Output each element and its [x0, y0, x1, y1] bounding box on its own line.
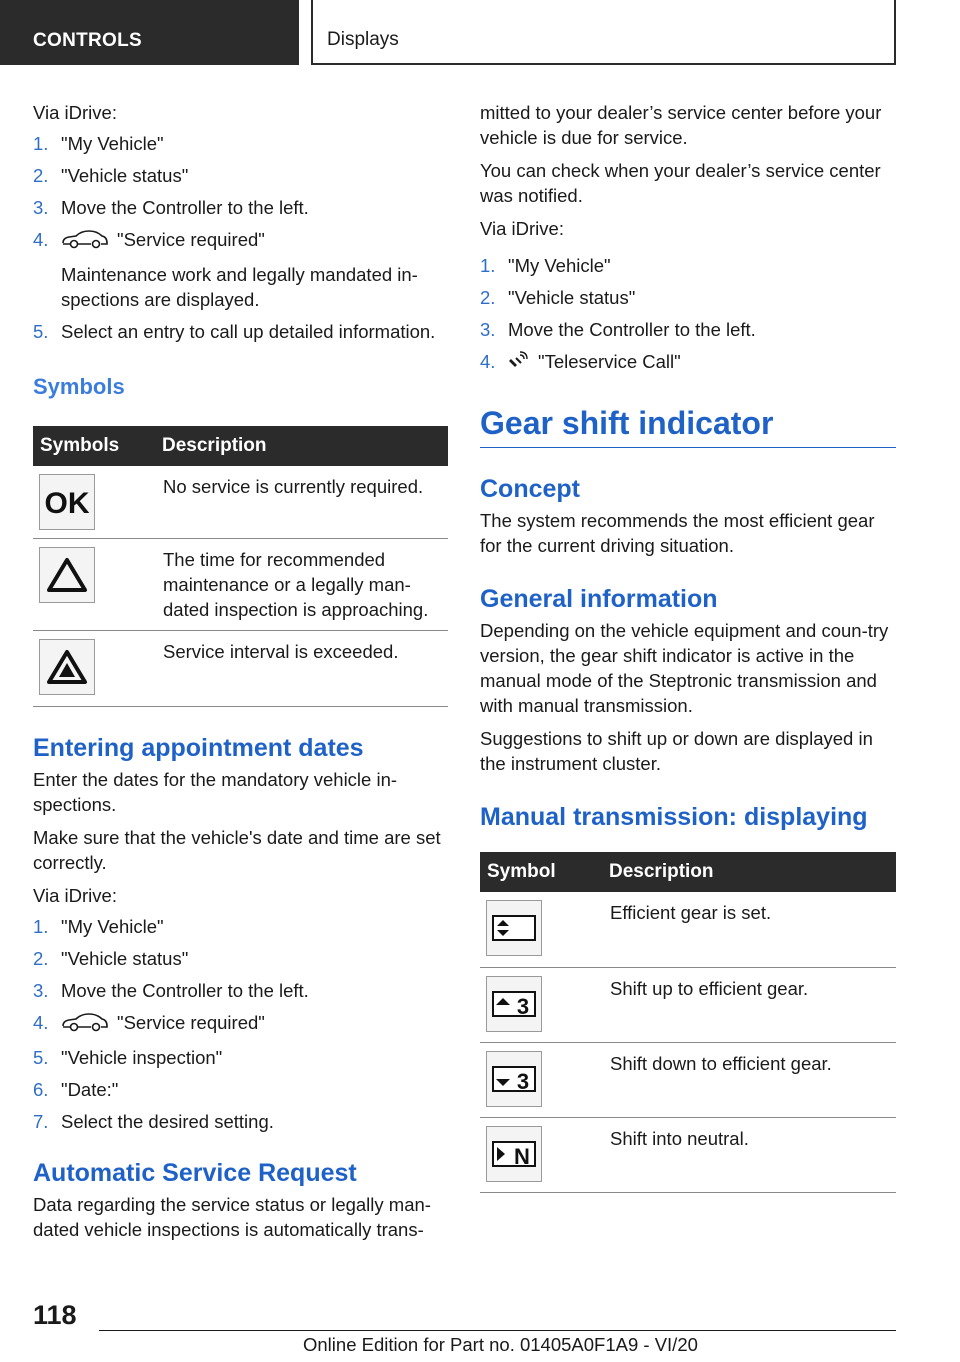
header-section-tab — [0, 0, 299, 65]
header-title-box — [311, 0, 896, 65]
general-info-heading: General information — [480, 585, 718, 613]
footer-edition: Online Edition for Part no. 01405A0F1A9 - VI/20 — [303, 1334, 698, 1355]
teleservice-steps-list — [480, 253, 896, 377]
list-item: 6. "Date:" — [33, 1079, 119, 1100]
table-row: The time for recommended maintenance or a legally man-dated inspection is approaching. — [33, 539, 448, 631]
shift-up-icon — [486, 976, 542, 1032]
concept-paragraph: The system recommends the most efficient gear for the current driving situation. — [480, 510, 875, 556]
service-steps-list — [33, 131, 448, 344]
list-item: 5. "Vehicle inspection" — [33, 1047, 223, 1068]
car-service-icon — [61, 229, 109, 255]
list-item: 3. Move the Controller to the left. — [33, 197, 309, 218]
footer-divider — [99, 1330, 896, 1331]
asr-paragraph: Data regarding the service status or legally man-dated vehicle inspections is automatically trans- — [33, 1194, 431, 1240]
list-item: 2. "Vehicle status" — [33, 948, 189, 969]
car-service-icon — [61, 1012, 109, 1038]
list-item: 1. "My Vehicle" — [33, 133, 164, 154]
via-idrive-label: Via iDrive: — [33, 102, 117, 123]
list-item: 2. "Vehicle status" — [480, 287, 636, 308]
shift-down-icon — [486, 1051, 542, 1107]
list-item: 4. "Service required" — [33, 1010, 448, 1038]
header-section-label: CONTROLS — [33, 30, 143, 51]
svg-text:3: 3 — [516, 993, 530, 1019]
table-row: 3 Shift down to efficient gear. — [480, 1042, 896, 1117]
svg-text:N: N — [514, 1143, 530, 1169]
gear-symbols-table — [480, 852, 896, 1193]
list-item: 7. Select the desired setting. — [33, 1111, 274, 1132]
list-item: 2. "Vehicle status" — [33, 165, 189, 186]
svg-text:OK: OK — [44, 487, 90, 518]
table-row: OK No service is currently required. — [33, 466, 448, 539]
concept-heading: Concept — [480, 475, 580, 503]
teleservice-icon — [508, 351, 528, 377]
svg-text:3: 3 — [516, 1068, 530, 1094]
left-column — [33, 100, 448, 1242]
table-header-description: Description — [602, 852, 896, 892]
list-item: 4. "Service required" Maintenance work and legally mandated in-spections are displayed. — [33, 229, 418, 310]
manual-transmission-heading: Manual transmission: displaying — [480, 803, 868, 831]
appointment-paragraph-1: Enter the dates for the mandatory vehicle in-spections. — [33, 769, 398, 815]
list-item: 3. Move the Controller to the left. — [480, 319, 756, 340]
list-item: 1. "My Vehicle" — [33, 916, 164, 937]
warning-triangle-filled-icon — [39, 639, 95, 695]
list-item: 4. "Teleservice Call" — [480, 349, 896, 377]
list-item: 1. "My Vehicle" — [480, 255, 611, 276]
general-info-paragraph-2: Suggestions to shift up or down are displayed in the instrument cluster. — [480, 728, 873, 774]
list-item: 5. Select an entry to call up detailed information. — [33, 321, 436, 342]
appointment-via-idrive: Via iDrive: — [33, 885, 117, 906]
table-row: 3 Shift up to efficient gear. — [480, 967, 896, 1042]
page-number: 118 — [33, 1300, 77, 1330]
asr-heading: Automatic Service Request — [33, 1159, 357, 1187]
list-item: 3. Move the Controller to the left. — [33, 980, 309, 1001]
appointment-heading: Entering appointment dates — [33, 734, 364, 762]
table-row: Service interval is exceeded. — [33, 631, 448, 707]
table-row: N Shift into neutral. — [480, 1117, 896, 1192]
table-row: Efficient gear is set. — [480, 892, 896, 967]
ok-icon — [39, 474, 95, 530]
appointment-paragraph-2: Make sure that the vehicle's date and time are set correctly. — [33, 827, 441, 873]
table-header-description: Description — [155, 426, 448, 466]
via-idrive-label: Via iDrive: — [480, 218, 564, 239]
right-column — [480, 100, 896, 1193]
asr-paragraph-continued: mitted to your dealer’s service center before your vehicle is due for service. — [480, 102, 882, 148]
table-header-symbols: Symbols — [33, 426, 155, 466]
efficient-gear-icon — [486, 900, 542, 956]
shift-neutral-icon — [486, 1126, 542, 1182]
appointment-steps-list — [33, 914, 448, 1134]
general-info-paragraph-1: Depending on the vehicle equipment and coun-try version, the gear shift indicator is active in the manual mode of the Steptronic transmission and with manual transmission. — [480, 620, 889, 716]
gear-shift-heading: Gear shift indicator — [480, 403, 896, 448]
dealer-notified-paragraph: You can check when your dealer’s service center was notified. — [480, 160, 881, 206]
symbols-heading: Symbols — [33, 374, 125, 399]
warning-triangle-outline-icon — [39, 547, 95, 603]
table-header-symbol: Symbol — [480, 852, 602, 892]
service-symbols-table — [33, 426, 448, 707]
header-page-title: Displays — [327, 29, 399, 50]
